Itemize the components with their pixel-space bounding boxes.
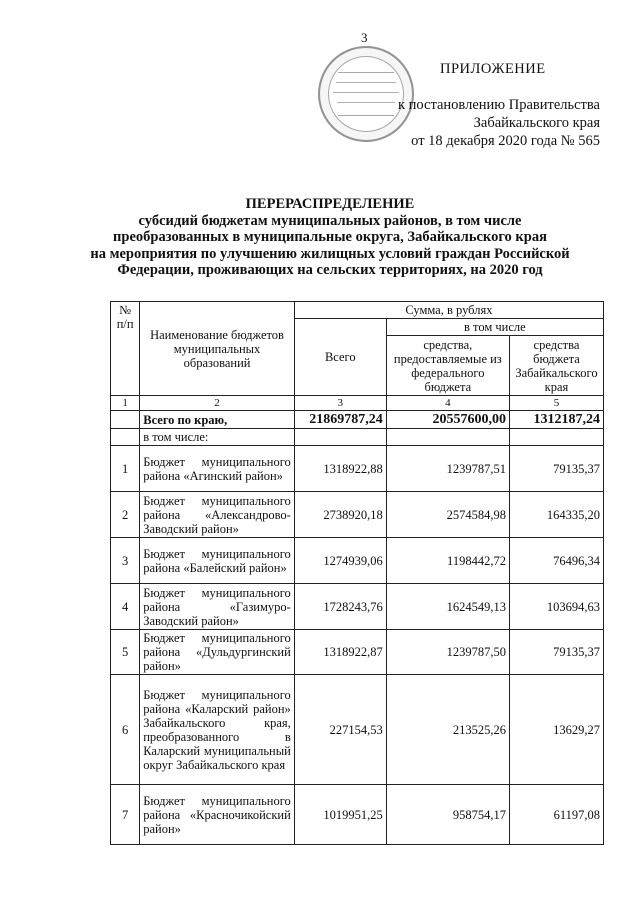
column-number: 4 [386, 396, 509, 411]
annex-line: Забайкальского края [473, 115, 600, 131]
document-title [60, 196, 600, 279]
column-number: 5 [509, 396, 603, 411]
annex-block [390, 60, 610, 150]
row-federal: 213525,26 [386, 675, 509, 785]
row-num: 4 [111, 584, 140, 630]
row-federal: 1198442,72 [386, 538, 509, 584]
table-row [111, 584, 604, 630]
row-federal: 1239787,51 [386, 446, 509, 492]
row-federal: 958754,17 [386, 785, 509, 845]
row-name: Бюджет муниципального района «Агинский район» [140, 446, 295, 492]
subsidy-table [110, 301, 604, 845]
row-total: 1019951,25 [294, 785, 386, 845]
table-row [111, 630, 604, 675]
row-name: Бюджет муниципального района «Каларский район» Забайкальского края, преобразованного в Каларский муниципальный округ Забайкальского края [140, 675, 295, 785]
page-number: 3 [361, 30, 368, 45]
row-regional: 76496,34 [509, 538, 603, 584]
row-name: Бюджет муниципального района «Александрово-Заводский район» [140, 492, 295, 538]
row-federal: 1239787,50 [386, 630, 509, 675]
total-regional: 1312187,24 [509, 411, 603, 429]
row-total: 227154,53 [294, 675, 386, 785]
row-federal: 2574584,98 [386, 492, 509, 538]
row-name: Бюджет муниципального района «Дульдургинский район» [140, 630, 295, 675]
row-num: 5 [111, 630, 140, 675]
table-row [111, 785, 604, 845]
title-line: на мероприятия по улучшению жилищных условий граждан Российской [90, 245, 570, 262]
header-num: № п/п [111, 302, 140, 396]
header-federal: средства, предоставляемые из федерального бюджета [386, 336, 509, 396]
annex-title: ПРИЛОЖЕНИЕ [440, 61, 546, 77]
table-row [111, 675, 604, 785]
header-sum: Сумма, в рублях [294, 302, 603, 319]
row-regional: 79135,37 [509, 446, 603, 492]
column-number: 2 [140, 396, 295, 411]
row-regional: 13629,27 [509, 675, 603, 785]
column-number: 1 [111, 396, 140, 411]
stamp-inner-box [338, 72, 394, 116]
row-num: 2 [111, 492, 140, 538]
title-line: преобразованных в муниципальные округа, Забайкальского края [113, 229, 547, 245]
including-label: в том числе: [140, 429, 295, 446]
header-including: в том числе [386, 319, 603, 336]
row-total: 1274939,06 [294, 538, 386, 584]
table-row [111, 492, 604, 538]
row-federal: 1624549,13 [386, 584, 509, 630]
row-regional: 61197,08 [509, 785, 603, 845]
row-name: Бюджет муниципального района «Газимуро-Заводский район» [140, 584, 295, 630]
total-all: 21869787,24 [294, 411, 386, 429]
column-number-row [111, 396, 604, 411]
row-regional: 164335,20 [509, 492, 603, 538]
row-regional: 103694,63 [509, 584, 603, 630]
including-row [111, 429, 604, 446]
title-line: Федерации, проживающих на сельских территориях, на 2020 год [117, 262, 543, 278]
row-total: 2738920,18 [294, 492, 386, 538]
annex-line: к постановлению Правительства [398, 97, 600, 113]
row-num: 6 [111, 675, 140, 785]
header-total: Всего [294, 319, 386, 396]
total-label: Всего по краю, [140, 411, 295, 429]
header-name: Наименование бюджетов муниципальных образований [140, 302, 295, 396]
table-row [111, 538, 604, 584]
row-num: 3 [111, 538, 140, 584]
row-name: Бюджет муниципального района «Балейский район» [140, 538, 295, 584]
row-regional: 79135,37 [509, 630, 603, 675]
row-total: 1728243,76 [294, 584, 386, 630]
column-number: 3 [294, 396, 386, 411]
title-line: ПЕРЕРАСПРЕДЕЛЕНИЕ [245, 196, 415, 212]
row-num: 7 [111, 785, 140, 845]
annex-line: от 18 декабря 2020 года № 565 [411, 133, 600, 149]
stamp-text-line [336, 82, 396, 83]
title-line: субсидий бюджетам муниципальных районов, в том числе [138, 212, 522, 229]
header-regional: средства бюджета Забайкальского края [509, 336, 603, 396]
row-total: 1318922,88 [294, 446, 386, 492]
row-total: 1318922,87 [294, 630, 386, 675]
stamp-text-line [337, 102, 395, 103]
total-row [111, 411, 604, 429]
table-row [111, 446, 604, 492]
total-federal: 20557600,00 [386, 411, 509, 429]
row-name: Бюджет муниципального района «Красночикойский район» [140, 785, 295, 845]
row-num: 1 [111, 446, 140, 492]
